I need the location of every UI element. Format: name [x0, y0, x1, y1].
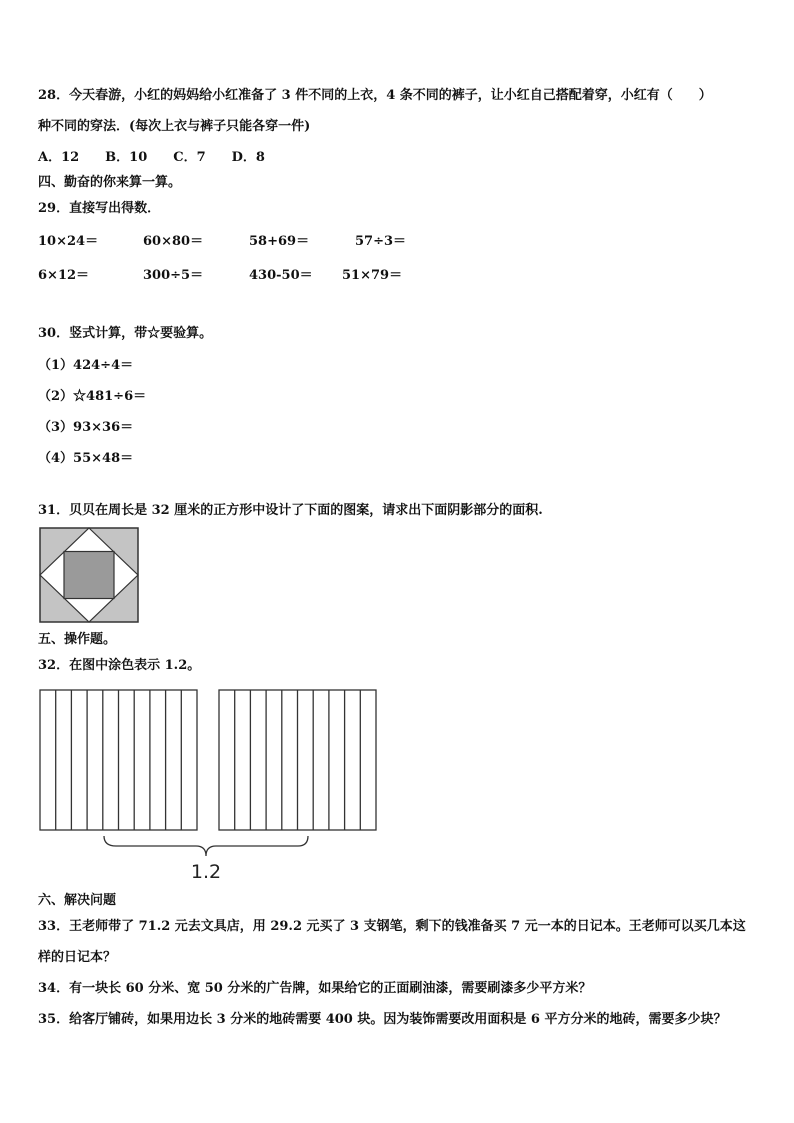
q32-title: 32．在图中涂色表示 1.2。: [38, 658, 201, 673]
q28-line2: 种不同的穿法．(每次上衣与裤子只能各穿一件): [38, 119, 311, 134]
q29-calc-5: 6×12＝: [38, 268, 90, 283]
q29-calc-8: 51×79＝: [342, 268, 403, 283]
section5-heading: 五、操作题。: [38, 632, 117, 647]
q29-title: 29．直接写出得数．: [38, 201, 161, 216]
brace: [104, 836, 308, 856]
q29-calc-4: 57÷3＝: [355, 234, 407, 249]
q33-line2: 样的日记本？: [38, 950, 117, 965]
q34-text: 34．有一块长 60 分米、宽 50 分米的广告牌，如果给它的正面刷油漆，需要刷漆多少平方米？: [38, 981, 592, 996]
brace-label: 1.2: [190, 861, 222, 883]
q28-line1: 28．今天春游，小红的妈妈给小红准备了 3 件不同的上衣，4 条不同的裤子，让小红自己搭配着穿，小红有（ ）: [38, 88, 712, 103]
q29-calc-3: 58+69＝: [249, 234, 310, 249]
q33-line1: 33．王老师带了 71.2 元去文具店，用 29.2 元买了 3 支钢笔，剩下的钱准备买 7 元一本的日记本。王老师可以买几本这: [38, 919, 746, 934]
q29-calc-7: 430-50＝: [249, 268, 313, 283]
right-rectangle: [219, 690, 376, 830]
center-shaded-square: [64, 552, 114, 599]
section6-heading: 六、解决问题: [38, 893, 117, 908]
q32-strip-figure: [36, 686, 381, 886]
q30-title: 30．竖式计算，带☆要验算。: [38, 326, 213, 341]
q29-calc-1: 10×24＝: [38, 234, 99, 249]
q30-item-1: （1）424÷4＝: [38, 358, 134, 373]
q31-title: 31．贝贝在周长是 32 厘米的正方形中设计了下面的图案，请求出下面阴影部分的面积.: [38, 503, 543, 518]
q31-square-figure: [39, 527, 139, 623]
q29-calc-6: 300÷5＝: [143, 268, 204, 283]
left-rectangle: [40, 690, 197, 830]
section4-heading: 四、勤奋的你来算一算。: [38, 175, 182, 190]
q29-calc-2: 60×80＝: [143, 234, 204, 249]
q28-options: A．12 B．10 C．7 D．8: [38, 150, 265, 165]
q30-item-4: （4）55×48＝: [38, 451, 134, 466]
q30-item-2: （2）☆481÷6＝: [38, 389, 147, 404]
q35-text: 35．给客厅铺砖，如果用边长 3 分米的地砖需要 400 块。因为装饰需要改用面积是 6 平方分米的地砖，需要多少块？: [38, 1012, 727, 1027]
q30-item-3: （3）93×36＝: [38, 420, 134, 435]
